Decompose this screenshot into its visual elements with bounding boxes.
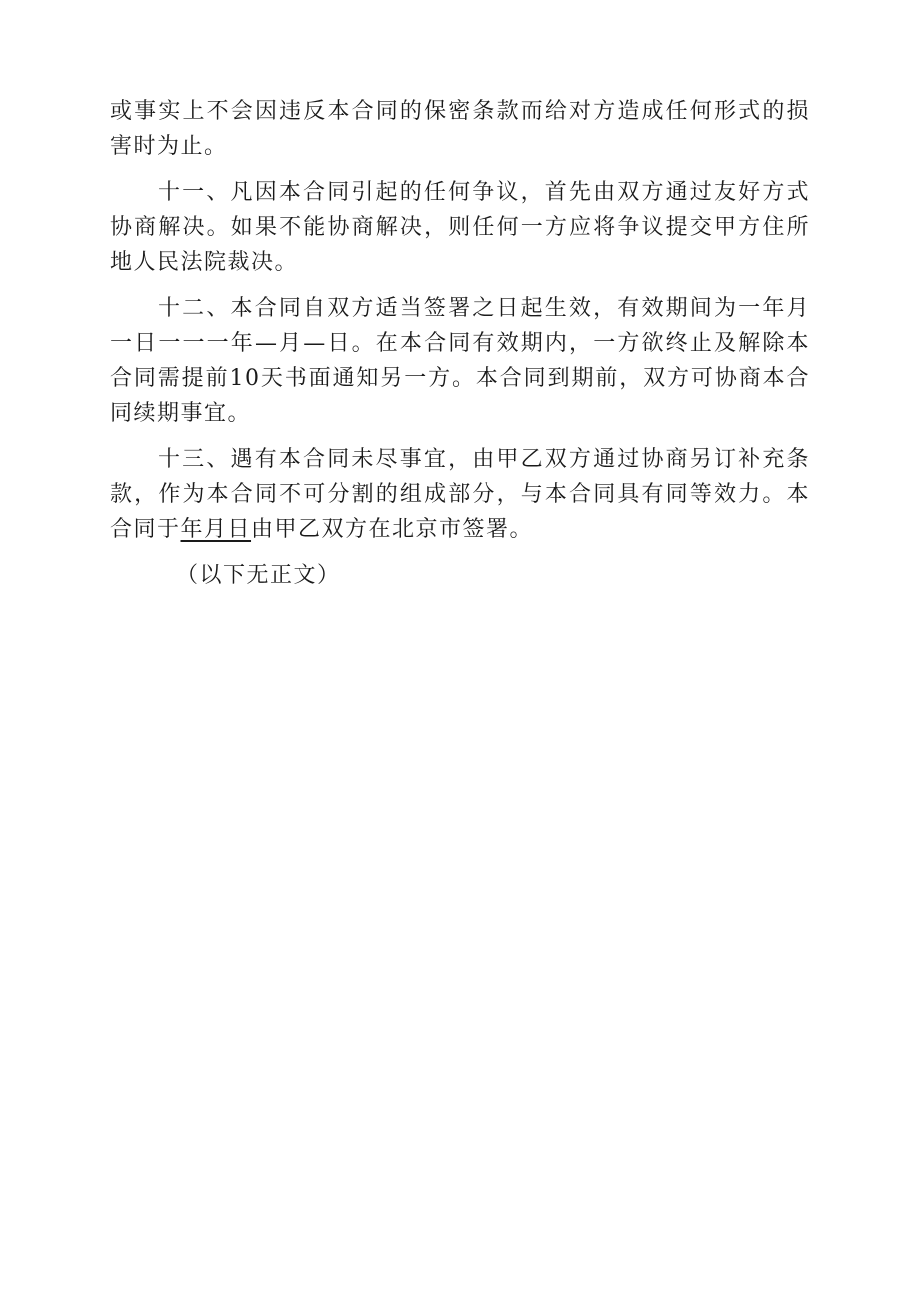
end-of-text-note: （以下无正文） (176, 563, 341, 588)
paragraph-continuation: 或事实上不会因违反本合同的保密条款而给对方造成任何形式的损害时为止。 (110, 99, 810, 159)
clause-12-term-and-termination: 十二、本合同自双方适当签署之日起生效，有效期间为一年月一日一一一年—月—日。在本合同有效期内，一方欲终止及解除本合同需提前10天书面通知另一方。本合同到期前，双方可协商本合同续期事宜。 (110, 296, 810, 426)
clause-11-dispute-resolution: 十一、凡因本合同引起的任何争议，首先由双方通过友好方式协商解决。如果不能协商解决，则任何一方应将争议提交甲方住所地人民法院裁决。 (110, 180, 810, 275)
clause-13-supplementary-terms (110, 442, 810, 547)
document-body (110, 94, 810, 593)
clause-13-text-before: 十三、遇有本合同未尽事宜，由甲乙双方通过协商另订补充条款，作为本合同不可分割的组成部分，与本合同具有同等效力。本合同于 (110, 447, 810, 542)
clause-13-text-after: 由甲乙双方在北京市签署。 (251, 517, 534, 542)
signing-date-blank: 年月日 (180, 517, 252, 542)
